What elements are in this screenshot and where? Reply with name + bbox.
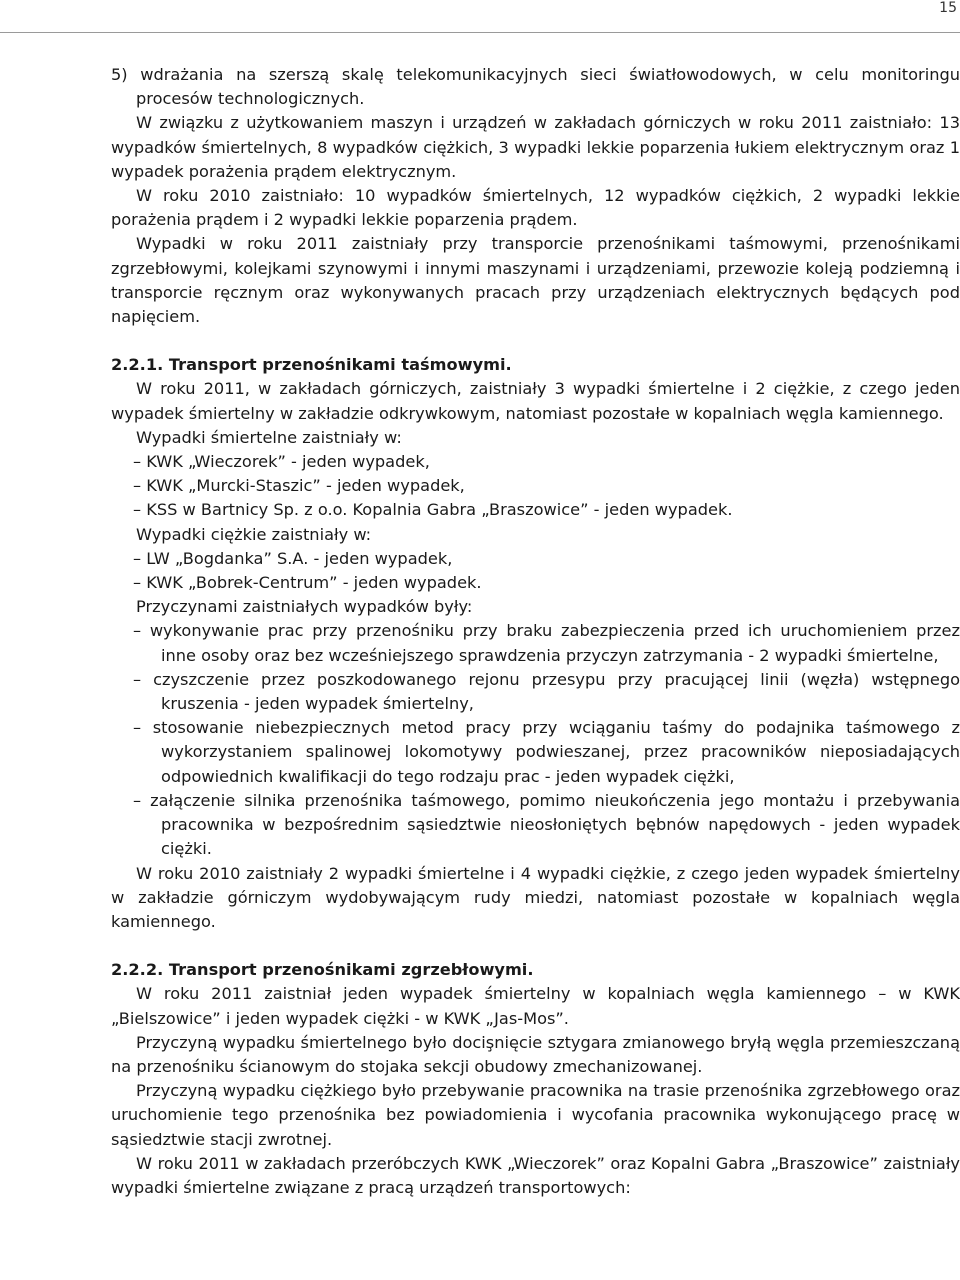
paragraph: W roku 2011 w zakładach przeróbczych KWK „Wieczorek” oraz Kopalni Gabra „Braszowice” zaistniały wypadki śmiertelne związane z pracą urządzeń transportowych: <box>111 1153 960 1197</box>
paragraph: W związku z użytkowaniem maszyn i urządzeń w zakładach górniczych w roku 2011 zaistniało: 13 wypadków śmiertelnych, 8 wypadków ciężkich, 3 wypadki lekkie poparzenia łukiem elektrycznym oraz 1 wypadek porażenia prądem elektrycznym. <box>111 113 960 181</box>
list-item: – KWK „Murcki-Staszic” - jeden wypadek, <box>133 476 465 496</box>
list-item: – LW „Bogdanka” S.A. - jeden wypadek, <box>133 548 453 568</box>
header-rule <box>0 32 960 33</box>
paragraph: Wypadki ciężkie zaistniały w: <box>136 524 372 544</box>
paragraph: W roku 2010 zaistniało: 10 wypadków śmiertelnych, 12 wypadków ciężkich, 2 wypadki lekkie porażenia prądem i 2 wypadki lekkie poparzenia prądem. <box>111 186 960 230</box>
paragraph: Przyczyną wypadku ciężkiego było przebywanie pracownika na trasie przenośnika zgrzebłowego oraz uruchomienie tego przenośnika bez powiadomienia i wycofania pracownika wykonującego pracę w sąsiedztwie stacji zwrotnej. <box>111 1081 960 1149</box>
list-item: – KWK „Bobrek-Centrum” - jeden wypadek. <box>133 573 482 593</box>
paragraph: Wypadki w roku 2011 zaistniały przy transporcie przenośnikami taśmowymi, przenośnikami zgrzebłowymi, kolejkami szynowymi i innymi maszynami i urządzeniami, przewozie koleją podziemną i transporcie ręcznym oraz wykonywanych pracach przy urządzeniach elektrycznych będących pod napięciem. <box>111 234 960 327</box>
paragraph: W roku 2011 zaistniał jeden wypadek śmiertelny w kopalniach węgla kamiennego – w KWK „Bielszowice” i jeden wypadek ciężki - w KWK „Jas-Mos”. <box>111 984 960 1028</box>
list-item: – KWK „Wieczorek” - jeden wypadek, <box>133 452 430 472</box>
section-heading: 2.2.1. Transport przenośnikami taśmowymi. <box>111 355 512 375</box>
list-item: – załączenie silnika przenośnika taśmowego, pomimo nieukończenia jego montażu i przebywania pracownika w bezpośrednim sąsiedztwie nieosłoniętych bębnów napędowych - jeden wypadek ciężki. <box>133 790 960 859</box>
paragraph: W roku 2010 zaistniały 2 wypadki śmiertelne i 4 wypadki ciężkie, z czego jeden wypadek śmiertelny w zakładzie górniczym wydobywającym rudy miedzi, natomiast pozostałe w kopalniach węgla kamiennego. <box>111 863 960 931</box>
paragraph: Wypadki śmiertelne zaistniały w: <box>136 427 402 447</box>
paragraph: 5) wdrażania na szerszą skalę telekomunikacyjnych sieci światłowodowych, w celu monitoringu procesów technologicznych. <box>111 65 960 109</box>
paragraph: Przyczynami zaistniałych wypadków były: <box>136 597 473 617</box>
paragraph: Przyczyną wypadku śmiertelnego było docişnięcie sztygara zmianowego bryłą węgla przemieszczaną na przenośniku ścianowym do stojaka sekcji obudowy zmechanizowanej. <box>111 1032 960 1076</box>
page-number: 15 <box>939 0 957 16</box>
list-item: – stosowanie niebezpiecznych metod pracy przy wciąganiu taśmy do podajnika taśmowego z wykorzystaniem spalinowej lokomotywy podwieszanej, przez pracowników nieposiadających odpowiednich kwalifikacji do tego rodzaju prac - jeden wypadek ciężki, <box>133 718 960 786</box>
list-item: – czyszczenie przez poszkodowanego rejonu przesypu przy pracującej linii (węzła) wstępnego kruszenia - jeden wypadek śmiertelny, <box>133 669 960 714</box>
paragraph: W roku 2011, w zakładach górniczych, zaistniały 3 wypadki śmiertelne i 2 ciężkie, z czego jeden wypadek śmiertelny w zakładzie odkrywkowym, natomiast pozostałe w kopalniach węgla kamiennego. <box>111 379 960 423</box>
section-heading: 2.2.2. Transport przenośnikami zgrzebłowymi. <box>111 960 534 980</box>
list-item: – wykonywanie prac przy przenośniku przy braku zabezpieczenia przed ich uruchomieniem przez inne osoby oraz bez wcześniejszego sprawdzenia przyczyn zatrzymania - 2 wypadki śmiertelne, <box>133 621 960 665</box>
list-item: – KSS w Bartnicy Sp. z o.o. Kopalnia Gabra „Braszowice” - jeden wypadek. <box>133 500 733 520</box>
document-body <box>111 63 960 1200</box>
